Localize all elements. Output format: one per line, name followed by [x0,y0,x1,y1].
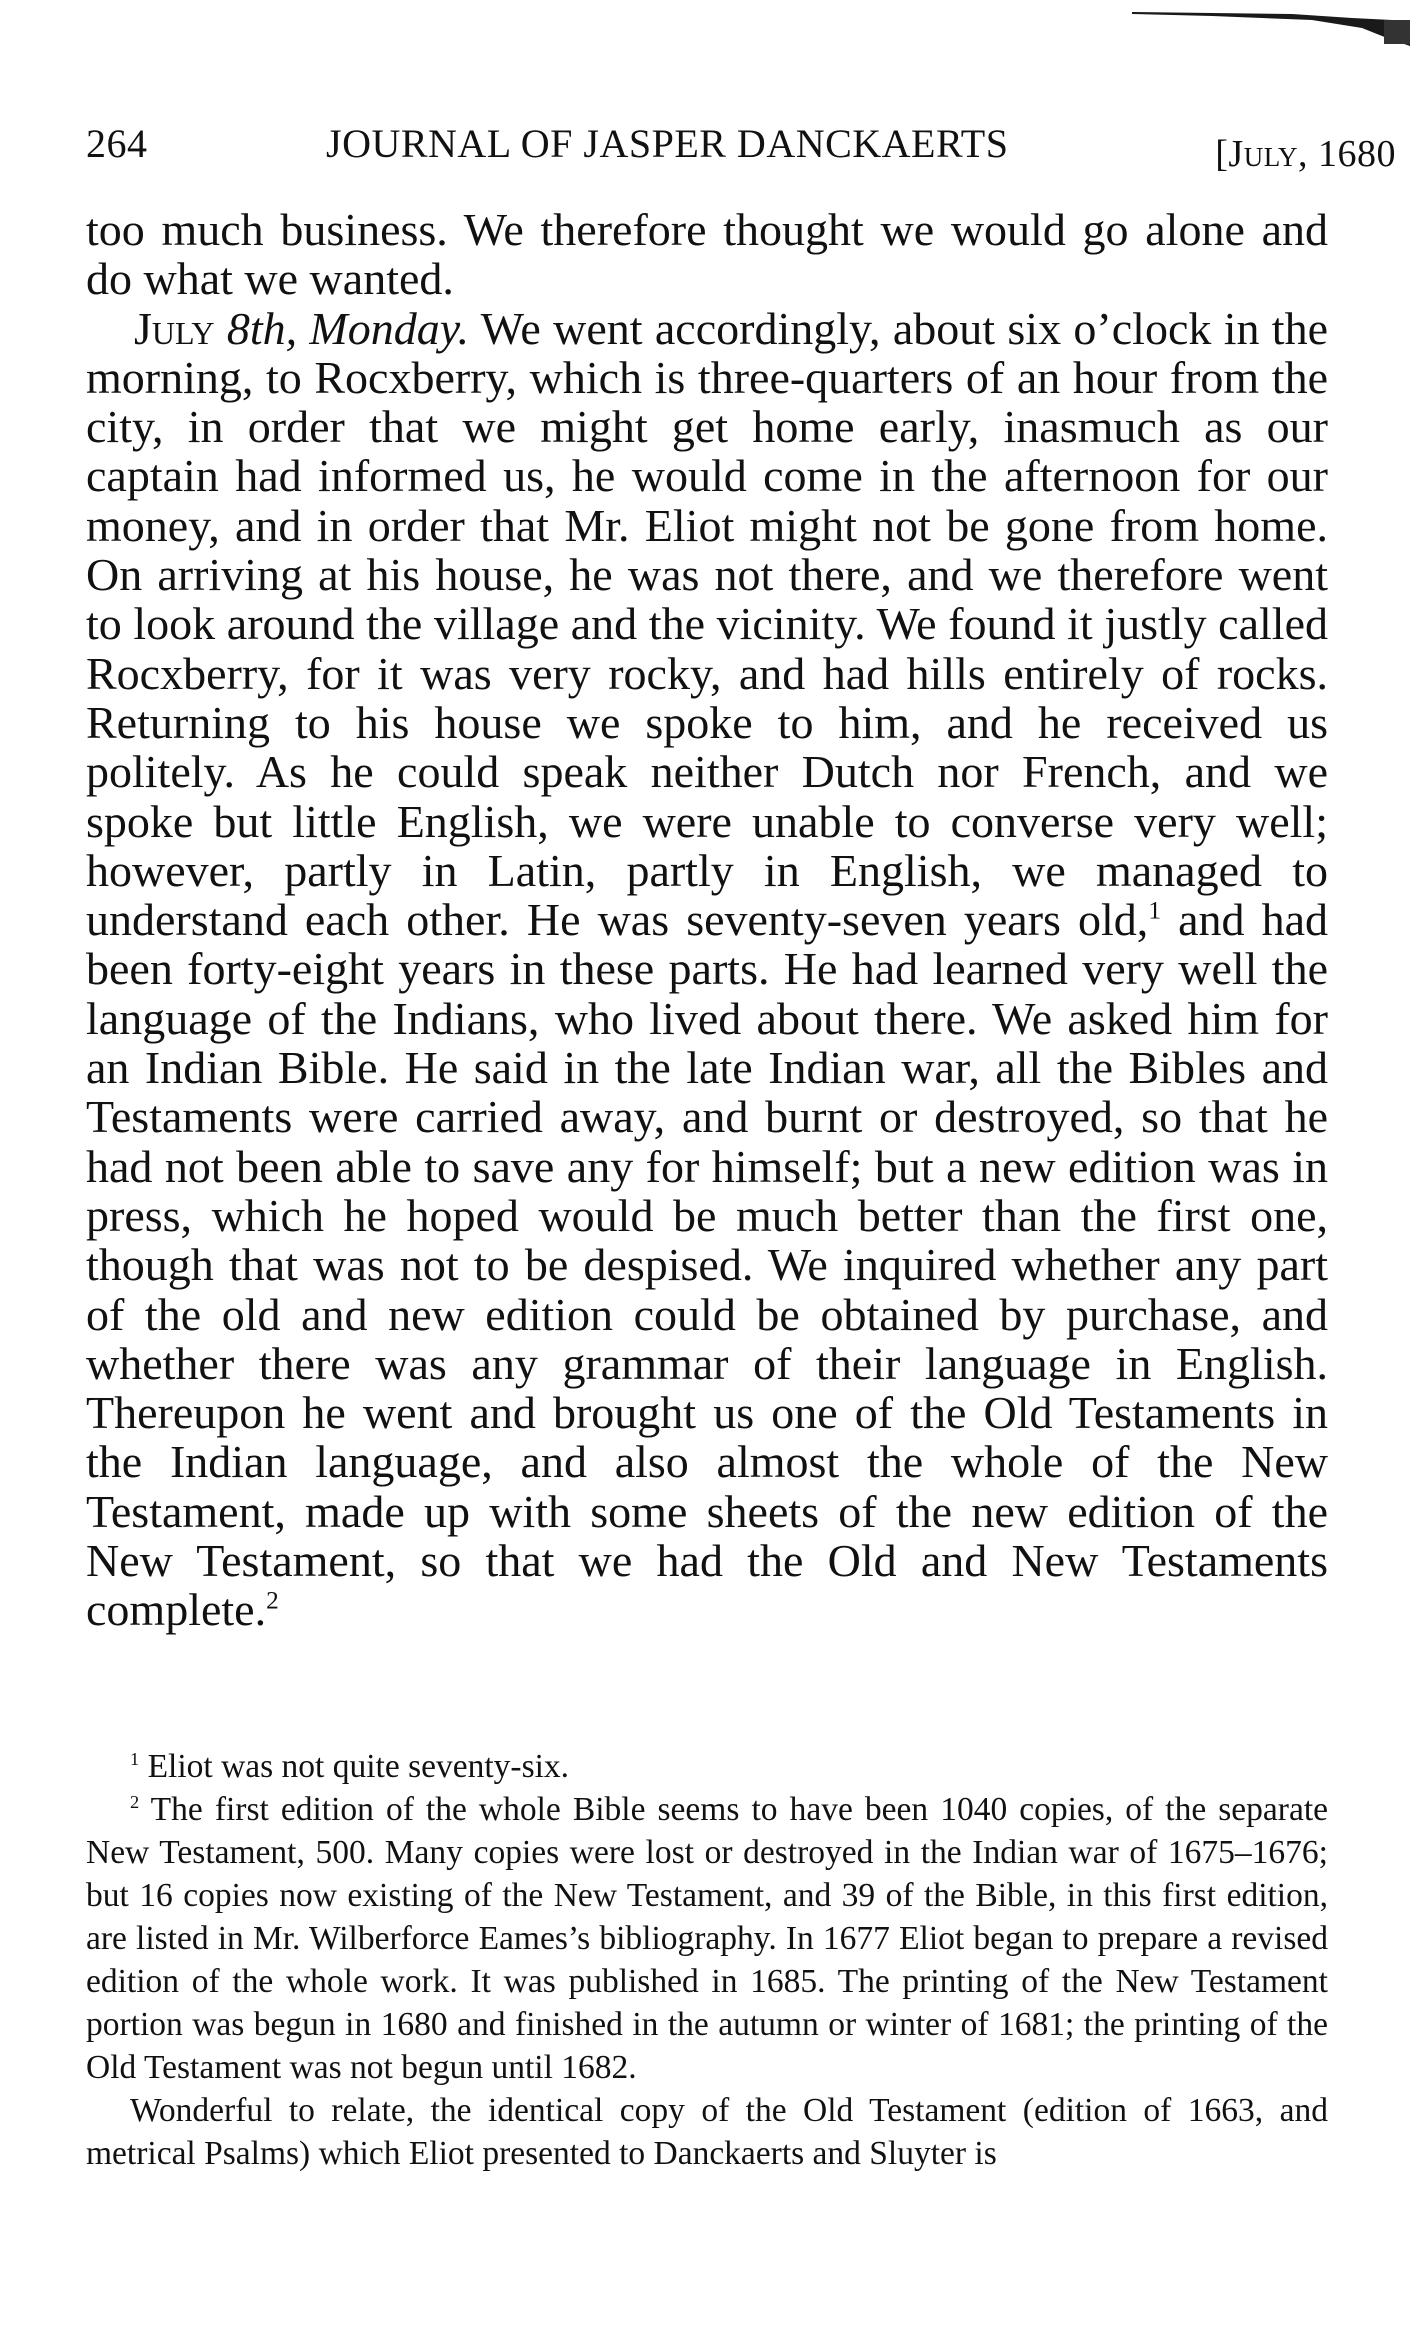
scan-edge-mark [1092,6,1412,46]
footnote-1 [86,1745,1328,1788]
entry-month: July [134,302,215,354]
footnotes [86,1745,1328,2175]
paragraph-july-8 [86,304,1328,1635]
footnote-ref-2: 2 [266,1586,279,1615]
main-text [86,205,1328,1635]
date-bracket: [ [1215,133,1229,175]
footnote-1-mark: 1 [130,1748,140,1769]
paragraph-continued: too much business. We therefore thought we would go alone and do what we wanted. [86,204,1328,305]
entry-day: 8th, Monday. [226,302,470,354]
footnote-2-mark: 2 [130,1791,140,1812]
paragraph-text-a: We went accordingly, about six o’clock in the morning, to Rocxberry, which is three-quarters of an hour from the city, in order that we might get home early, inasmuch as our captain had informed us, he would come in the afternoon for our money, and in order that Mr. Eliot might not be gone from home. On arriving at his house, he was not there, and we therefore went to look around the village and the vicinity. We found it justly called Rocxberry, for it was very rocky, and had hills entirely of rocks. Returning to his house we spoke to him, and he received us politely. As he could speak neither Dutch nor French, and we spoke but little English, we were unable to converse very well; however, partly in Latin, partly in English, we managed to understand each other. He was seventy-seven years old, [86,302,1329,946]
date-month: July [1228,133,1298,175]
footnote-2 [86,1788,1328,2089]
footnote-2-continued: Wonderful to relate, the identical copy of the Old Testament (edition of 1663, and metrical Psalms) which Eliot presented to Danckaerts and Sluyter is [86,2092,1328,2172]
footnote-ref-1: 1 [1148,896,1161,925]
date-year: , 1680 [1298,133,1396,175]
running-date [1215,132,1396,176]
footnote-2-text: The first edition of the whole Bible seems to have been 1040 copies, of the separate New Testament, 500. Many copies were lost or destroyed in the Indian war of 1675–1676; but 16 copies now existing of the New Testament, and 39 of the Bible, in this first edition, are listed in Mr. Wilberforce Eames’s bibliography. In 1677 Eliot began to prepare a revised edition of the whole work. It was published in 1685. The printing of the New Testament portion was begun in 1680 and finished in the autumn or winter of 1681; the printing of the Old Testament was not begun until 1682. [86,1791,1328,2086]
page-number: 264 [86,121,148,166]
paragraph-text-b: and had been forty-eight years in these parts. He had learned very well the language of the Indians, who lived about there. We asked him for an Indian Bible. He said in the late Indian war, all the Bibles and Testaments were carried away, and burnt or destroyed, so that he had not been able to save any for himself; but a new edition was in press, which he hoped would be much better than the first one, though that was not to be despised. We inquired whether any part of the old and new edition could be obtained by purchase, and whether there was any grammar of their language in English. Thereupon he went and brought us one of the Old Testaments in the Indian language, and also almost the whole of the New Testament, made up with some sheets of the new edition of the New Testament, so that we had the Old and New Testaments complete. [86,894,1328,1636]
footnote-1-text: Eliot was not quite seventy-six. [139,1748,570,1785]
running-head [86,110,1396,175]
running-title: JOURNAL OF JASPER DANCKAERTS [326,121,1009,166]
